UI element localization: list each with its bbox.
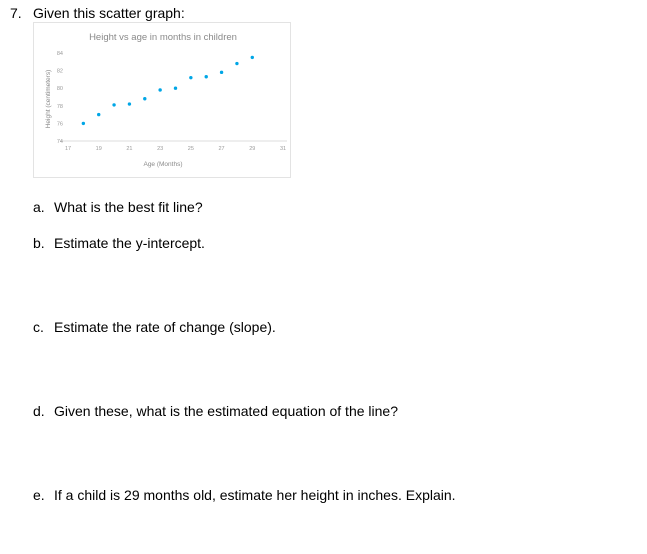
sub-question-b	[33, 235, 205, 252]
x-tick-labels	[65, 146, 286, 152]
sub-question-d	[33, 403, 398, 420]
sub-question-letter: d.	[33, 403, 45, 419]
sub-question-e	[33, 487, 456, 504]
data-point	[143, 97, 146, 100]
y-tick-label: 84	[56, 51, 63, 57]
sub-question-a	[33, 199, 203, 216]
x-tick-label: 25	[187, 146, 194, 152]
sub-question-letter: c.	[33, 319, 44, 335]
data-point	[158, 88, 161, 91]
x-tick-label: 27	[218, 146, 225, 152]
question-prompt: Given this scatter graph:	[33, 5, 185, 21]
data-point	[251, 56, 254, 59]
data-points	[82, 56, 254, 125]
y-tick-label: 82	[56, 68, 63, 75]
y-tick-label: 78	[56, 103, 63, 110]
x-tick-label: 23	[157, 146, 164, 152]
data-point	[97, 113, 100, 116]
y-tick-label: 74	[56, 139, 63, 145]
x-tick-label: 29	[249, 146, 256, 152]
data-point	[205, 75, 208, 78]
data-point	[82, 122, 85, 125]
sub-question-letter: e.	[33, 487, 45, 503]
sub-question-text: If a child is 29 months old, estimate her height in inches. Explain.	[54, 487, 456, 503]
data-point	[220, 71, 223, 74]
y-axis-label: Height (centimeters)	[45, 69, 52, 129]
sub-question-letter: a.	[33, 199, 45, 215]
question-number: 7.	[10, 5, 22, 21]
data-point	[235, 62, 238, 65]
data-point	[189, 76, 192, 79]
chart-title: Height vs age in months in children	[89, 32, 237, 43]
sub-question-text: What is the best fit line?	[54, 199, 203, 215]
x-tick-label: 31	[279, 146, 287, 152]
y-tick-label: 76	[56, 121, 63, 128]
x-tick-label: 21	[126, 146, 133, 152]
scatter-chart	[33, 22, 291, 178]
y-axis-label-group	[45, 70, 52, 129]
sub-question-c	[33, 319, 276, 336]
sub-question-text: Given these, what is the estimated equation of the line?	[54, 403, 398, 419]
data-point	[112, 103, 115, 106]
sub-question-text: Estimate the y-intercept.	[54, 235, 205, 251]
y-tick-labels	[57, 51, 63, 145]
sub-question-text: Estimate the rate of change (slope).	[54, 319, 276, 335]
x-tick-label: 17	[64, 146, 72, 152]
question-heading	[10, 5, 185, 22]
data-point	[128, 102, 131, 105]
y-tick-label: 80	[56, 86, 63, 93]
data-point	[174, 87, 177, 90]
sub-question-letter: b.	[33, 235, 45, 251]
x-axis-label: Age (Months)	[143, 161, 183, 168]
scatter-chart-canvas	[34, 23, 292, 179]
x-tick-label: 19	[95, 146, 102, 152]
